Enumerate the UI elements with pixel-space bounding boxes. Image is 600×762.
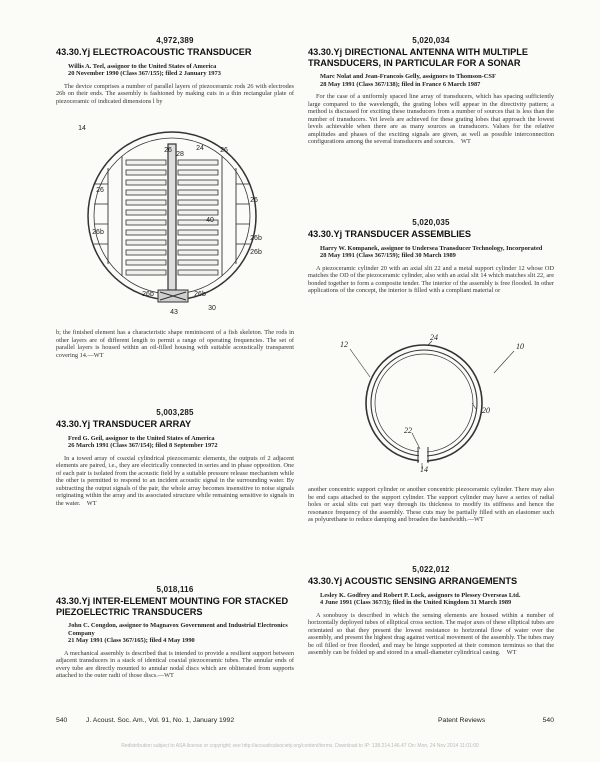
patent-title: 43.30.Yj ELECTROACOUSTIC TRANSDUCER: [56, 47, 252, 57]
fig-label: 20: [482, 406, 490, 415]
transducer-figure: [64, 124, 286, 324]
fig-label: 30: [208, 305, 216, 312]
patent-dates: 4 June 1991 (Class 367/3); filed in the United Kingdom 31 March 1989: [320, 599, 512, 607]
patent-number: 5,022,012: [412, 565, 450, 574]
patent-abstract: In a towed array of coaxial cylindrical piezoceramic elements, the outputs of 2 adjacent elements are paired, i.e., they are electrically connected in series and in phase opposition. One of each pair is isolated from the acoustic field by a suitable pressure release mechanism while the other is permitted to respond to an incident acoustic signal in the surrounding water. By subtracting the output signals of the pair, the whole array becomes insensitive to noise signals originating within the array and its associated structure while remaining sensitive to signals in the water. WT: [56, 454, 294, 507]
patent-title: 43.30.Yj DIRECTIONAL ANTENNA WITH MULTIPLE TRANSDUCERS, IN PARTICULAR FOR A SONAR: [308, 47, 528, 68]
fig-label: 43: [170, 309, 178, 316]
download-watermark: Redistribution subject to ASA license or copyright; see http://acousticalsociety.org/content/terms. Download to IP: 138.214.146.47 On: Mon, 24 Nov 2014 11:01:00: [121, 743, 479, 749]
fig-label: 26: [96, 187, 104, 194]
patent-number: 5,020,034: [412, 36, 450, 45]
fig-label: 24: [430, 333, 438, 342]
patent-abstract: For the case of a uniformly spaced line array of transducers, which has spacing sufficiently large compared to the wavelength, the grating lobes will appear in the directivity pattern; a method is discussed for exciting these transducers from a number of sources that is less than the number of transducers. Yet levels are achieved for these grating lobes that approach the lowest levels achievable when there are as many sources as transducers. Values for the relative amplitudes and phases of the exciting signals are given, as well as possible interconnection configurations among the several transducers and sources. WT: [308, 93, 554, 146]
fig-label: 10: [516, 342, 524, 351]
patent-number: 4,972,389: [156, 36, 194, 45]
patent-abstract-continued: b; the finished element has a characteristic shape reminiscent of a fish skeleton. The rods in other layers are of different length to permit a range of operating frequencies. The set of parallel layers is housed within an oil-filled housing with suitable acoustically transparent covering 14.—WT: [56, 329, 294, 359]
fig-label: 26: [164, 147, 172, 154]
fig-label: 28: [176, 151, 184, 158]
patent-5022012: [308, 565, 554, 657]
patent-5020034: [308, 36, 554, 146]
fig-label: 26b: [194, 291, 206, 298]
fig-label: 26: [220, 147, 228, 154]
patent-4972389: [56, 36, 294, 105]
fig-label: 12: [340, 340, 348, 349]
patent-5003285: [56, 408, 294, 507]
patent-dates: 20 November 1990 (Class 367/155); filed 2 January 1973: [68, 70, 221, 78]
patent-number: 5,020,035: [412, 218, 450, 227]
fig-label: 26b: [250, 235, 262, 242]
patent-author: Harry W. Kompanek, assignor to Undersea Transducer Technology, Incorporated: [320, 244, 543, 252]
patent-dates: 28 May 1991 (Class 367/138); filed in France 6 March 1987: [320, 80, 481, 88]
figure-labels: [340, 333, 524, 473]
patent-5018116: [56, 585, 294, 680]
fig-label: 26b: [92, 229, 104, 236]
patent-dates: 26 March 1991 (Class 367/154); filed 8 September 1972: [68, 442, 218, 450]
patent-abstract: The device comprises a number of parallel layers of piezoceramic rods 26 with electrodes 26b on their ends. The assembly is fashioned by making cuts in a thin rectangular plate of piezoceramic of indicated dimensions l by: [56, 82, 294, 105]
ring-cylinders: [366, 345, 482, 461]
fig-label: 14: [420, 465, 428, 473]
patent-5020035: [308, 218, 554, 295]
patent-author: Lesley K. Godfrey and Robert P. Lock, assignors to Plessey Overseas Ltd.: [320, 591, 521, 599]
patent-author: John C. Congdon, assignor to Magnavox Government and Industrial Electronics Company: [68, 622, 288, 637]
fig-label: 22: [404, 426, 412, 435]
patent-title: 43.30.Yj TRANSDUCER ASSEMBLIES: [308, 229, 472, 239]
page-number-right: 540: [542, 717, 554, 724]
patent-title: 43.30.Yj INTER-ELEMENT MOUNTING FOR STACKED PIEZOELECTRIC TRANSDUCERS: [56, 596, 289, 617]
patent-title: 43.30.Yj TRANSDUCER ARRAY: [56, 419, 192, 429]
patent-author: Marc Nolat and Jean-Francois Gelly, assignors to Thomson-CSF: [320, 73, 496, 80]
leader-lines: [350, 341, 514, 469]
fig-label: 40: [206, 217, 214, 224]
patent-abstract: A mechanical assembly is described that is intended to provide a resilient support between adjacent transducers in a stack of identical coaxial piezoceramic tubes. The annular ends of every tube are directly mounted to annular nodal discs which are obliterated from supports attached to the outer radii of those discs.—WT: [56, 649, 294, 680]
fig-label: 26: [250, 197, 258, 204]
fig-label: 24: [196, 145, 204, 152]
patent-number: 5,003,285: [156, 408, 194, 417]
fig-label: 26b: [142, 291, 154, 298]
patent-author: Fred G. Geil, assignor to the United States of America: [68, 434, 215, 442]
patent-author: Willis A. Teel, assignor to the United States of America: [68, 62, 217, 70]
fig-label: 26b: [250, 249, 262, 256]
section-name: Patent Reviews: [438, 717, 486, 724]
journal-citation: J. Acoust. Soc. Am., Vol. 91, No. 1, January 1992: [86, 717, 235, 724]
patent-dates: 21 May 1991 (Class 367/165); filed 4 May 1990: [68, 637, 195, 645]
patent-abstract-continued: another concentric support cylinder or another concentric piezoceramic cylinder. There may also be end caps attached to the support cylinder. The support cylinder may have a series of radial holes or axial slits cut part way through its thickness to modify its stiffness and hence the resonance frequency of the assembly. These cuts may be partially filled with an elastomer such as polyurethane to reduce damping and broaden the bandwidth.—WT: [308, 486, 554, 523]
patent-number: 5,018,116: [156, 585, 194, 594]
base-block: [158, 290, 188, 302]
center-spine: [168, 144, 176, 290]
patent-dates: 28 May 1991 (Class 367/159); filed 30 March 1989: [320, 252, 456, 260]
fig-label: 14: [78, 125, 86, 132]
axial-slit: [418, 447, 428, 463]
ring-figure: [324, 333, 546, 473]
patent-title: 43.30.Yj ACOUSTIC SENSING ARRANGEMENTS: [308, 576, 518, 586]
patent-abstract: A piezoceramic cylinder 20 with an axial slit 22 and a metal support cylinder 12 whose OD matches the OD of the piezoceramic cylinder, also with an axial slit 14 which matches slit 22, are bonded together to form a composite tender. The interior of the assembly is free flooded. In other applications of the concept, the interior is filled with a compliant material or: [308, 264, 554, 295]
page-number-left: 540: [56, 717, 68, 724]
patent-abstract: A sonobuoy is described in which the sensing elements are housed within a number of horizontally deployed tubes of elliptical cross section. The major axes of these elliptical tubes are orientated so that they present the lowest resistance to horizontal flow of water over the assembly, and present the highest drag against vertical movement of the assembly. The tubes may be oil filled or free flooded, and may be hinge supported at their common terminus so that the assembly can be folded up and stored in a small-diameter cylindrical casing. WT: [308, 611, 554, 657]
